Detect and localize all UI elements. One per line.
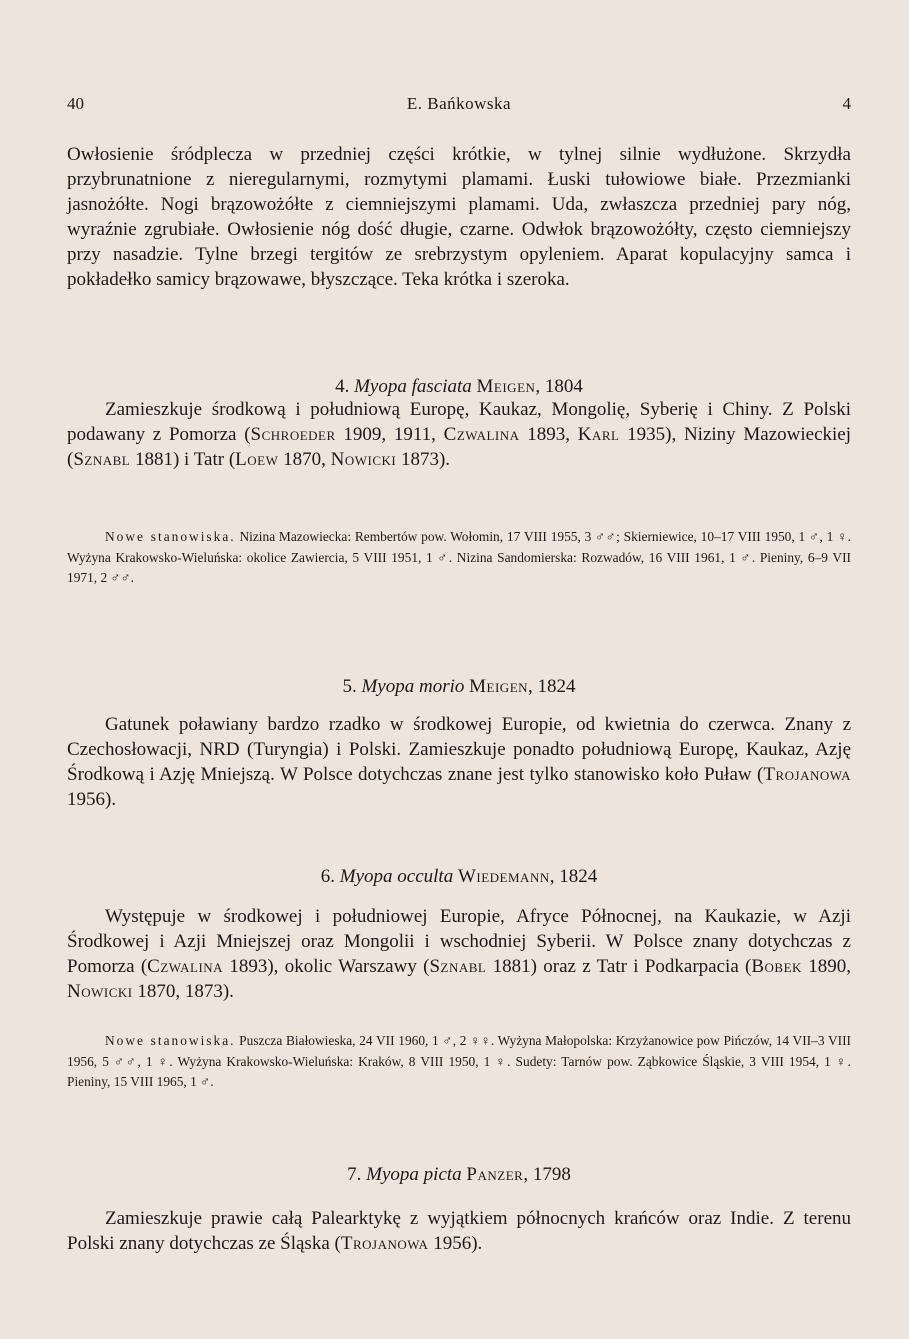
species-6-note (67, 1031, 851, 1093)
species-7-heading (67, 1162, 851, 1187)
species-genus: Myopa (366, 1164, 419, 1185)
species-4-paragraph: Zamieszkuje środkową i południową Europę, Kaukaz, Mongolię, Syberię i Chiny. Z Polski podawany z Pomorza (Schroeder 1909, 1911, Czwalina 1893, Karl 1935), Niziny Mazowieckiej (Sznabl 1881) i Tatr (Loew 1870, Nowicki 1873). (67, 399, 852, 470)
species-6-heading (67, 864, 851, 889)
species-epithet: picta (423, 1164, 462, 1185)
species-epithet: occulta (397, 866, 454, 887)
species-7-paragraph: Zamieszkuje prawie całą Palearktykę z wyjątkiem północnych krańców oraz Indie. Z terenu Polski znany dotychczas ze Śląska (Trojanowa 1956). (67, 1208, 851, 1254)
species-author: Meigen (476, 376, 536, 397)
species-year: , 1798 (523, 1164, 571, 1185)
citation-author: Loew (235, 449, 279, 470)
note-text: Puszcza Białowieska, 24 VII 1960, 1 ♂, 2 ♀♀. Wyżyna Małopolska: Krzyżanowice pow Pińczów, 14 VII–3 VIII 1956, 5 ♂♂, 1 ♀. Wyżyna Krakowsko-Wieluńska: Kraków, 8 VIII 1950, 1 ♀. Sudety: Tarnów pow. Ząbkowice Śląskie, 3 VIII 1954, 1 ♀. Pieniny, 15 VIII 1965, 1 ♂. (67, 1033, 851, 1089)
intro-paragraph: Owłosienie śródplecza w przedniej części krótkie, w tylnej silnie wydłużone. Skrzydła przybrunatnione z nieregularnymi, rozmytymi plamami. Łuski tułowiowe białe. Przezmianki jasnożółte. Nogi brązowożółte z ciemniejszymi plamami. Uda, zwłaszcza przedniej pary nóg, wyraźnie zgrubiałe. Owłosienie nóg dość długie, czarne. Odwłok brązowożółty, często ciemniejszy przy nasadzie. Tylne brzegi tergitów ze srebrzystym opyleniem. Aparat kopulacyjny samca i pokładełko samicy brązowawe, błyszczące. Teka krótka i szeroka. (67, 144, 851, 290)
species-year: , 1804 (535, 376, 583, 397)
page-number-right: 4 (842, 94, 851, 113)
species-epithet: fasciata (411, 376, 472, 397)
new-localities-note (67, 1031, 851, 1093)
species-4-heading (67, 374, 851, 399)
citation-author: Nowicki (330, 449, 397, 470)
citation-author: Czwalina (443, 424, 520, 445)
citation-author: Schroeder (250, 424, 336, 445)
species-genus: Myopa (354, 376, 407, 397)
species-author: Panzer (466, 1164, 524, 1185)
species-genus: Myopa (361, 676, 415, 697)
species-5-paragraph: Gatunek poławiany bardzo rzadko w środkowej Europie, od kwietnia do czerwca. Znany z Czechosłowacji, NRD (Turyngia) i Polski. Zamieszkuje ponadto południową Europę, Kaukaz, Azję Środkową i Azję Mniejszą. W Polsce dotychczas znane jest tylko stanowisko koło Puław (Trojanowa 1956). (67, 714, 851, 810)
species-epithet: morio (418, 676, 465, 697)
running-head-author: E. Bańkowska (406, 94, 512, 113)
species-number: 7. (347, 1164, 362, 1185)
citation-author: Sznabl (429, 956, 487, 977)
species-number: 4. (335, 376, 350, 397)
species-genus: Myopa (339, 866, 393, 887)
species-6-paragraph: Występuje w środkowej i południowej Europie, Afryce Północnej, na Kaukazie, w Azji Środkowej i Azji Mniejszej oraz Mongolii i wschodniej Syberii. W Polsce znany dotychczas z Pomorza (Czwalina 1893), okolic Warszawy (Sznabl 1881) oraz z Tatr i Podkarpacia (Bobek 1890, Nowicki 1870, 1873). (67, 906, 851, 1002)
citation-author: Czwalina (147, 956, 224, 977)
species-4-note (67, 527, 851, 589)
species-7-body (67, 1206, 851, 1256)
citation-author: Karl (577, 424, 620, 445)
citation-author: Trojanowa (340, 1233, 429, 1254)
note-label: Nowe stanowiska. (105, 1033, 236, 1048)
note-text: Nizina Mazowiecka: Rembertów pow. Wołomin, 17 VIII 1955, 3 ♂♂; Skierniewice, 10–17 VIII 1950, 1 ♂, 1 ♀. Wyżyna Krakowsko-Wieluńska: okolice Zawiercia, 5 VIII 1951, 1 ♂. Nizina Sandomierska: Rozwadów, 16 VIII 1961, 1 ♂. Pieniny, 6–9 VII 1971, 2 ♂♂. (67, 529, 851, 585)
page-number-left: 40 (67, 94, 84, 113)
running-head (67, 94, 851, 120)
citation-author: Bobek (751, 956, 802, 977)
species-number: 6. (320, 866, 336, 887)
species-author: Meigen (469, 676, 529, 697)
new-localities-note (67, 527, 851, 589)
species-year: , 1824 (549, 866, 598, 887)
citation-author: Nowicki (67, 981, 133, 1002)
species-year: , 1824 (528, 676, 576, 697)
species-author: Wiedemann (457, 866, 550, 887)
species-6-body (67, 904, 851, 1004)
species-number: 5. (342, 676, 357, 697)
citation-author: Sznabl (73, 449, 131, 470)
species-4-body (67, 397, 851, 472)
citation-author: Trojanowa (763, 764, 851, 785)
species-5-body (67, 712, 851, 812)
species-5-heading (67, 674, 851, 699)
intro-section (67, 142, 851, 292)
note-label: Nowe stanowiska. (105, 529, 236, 544)
